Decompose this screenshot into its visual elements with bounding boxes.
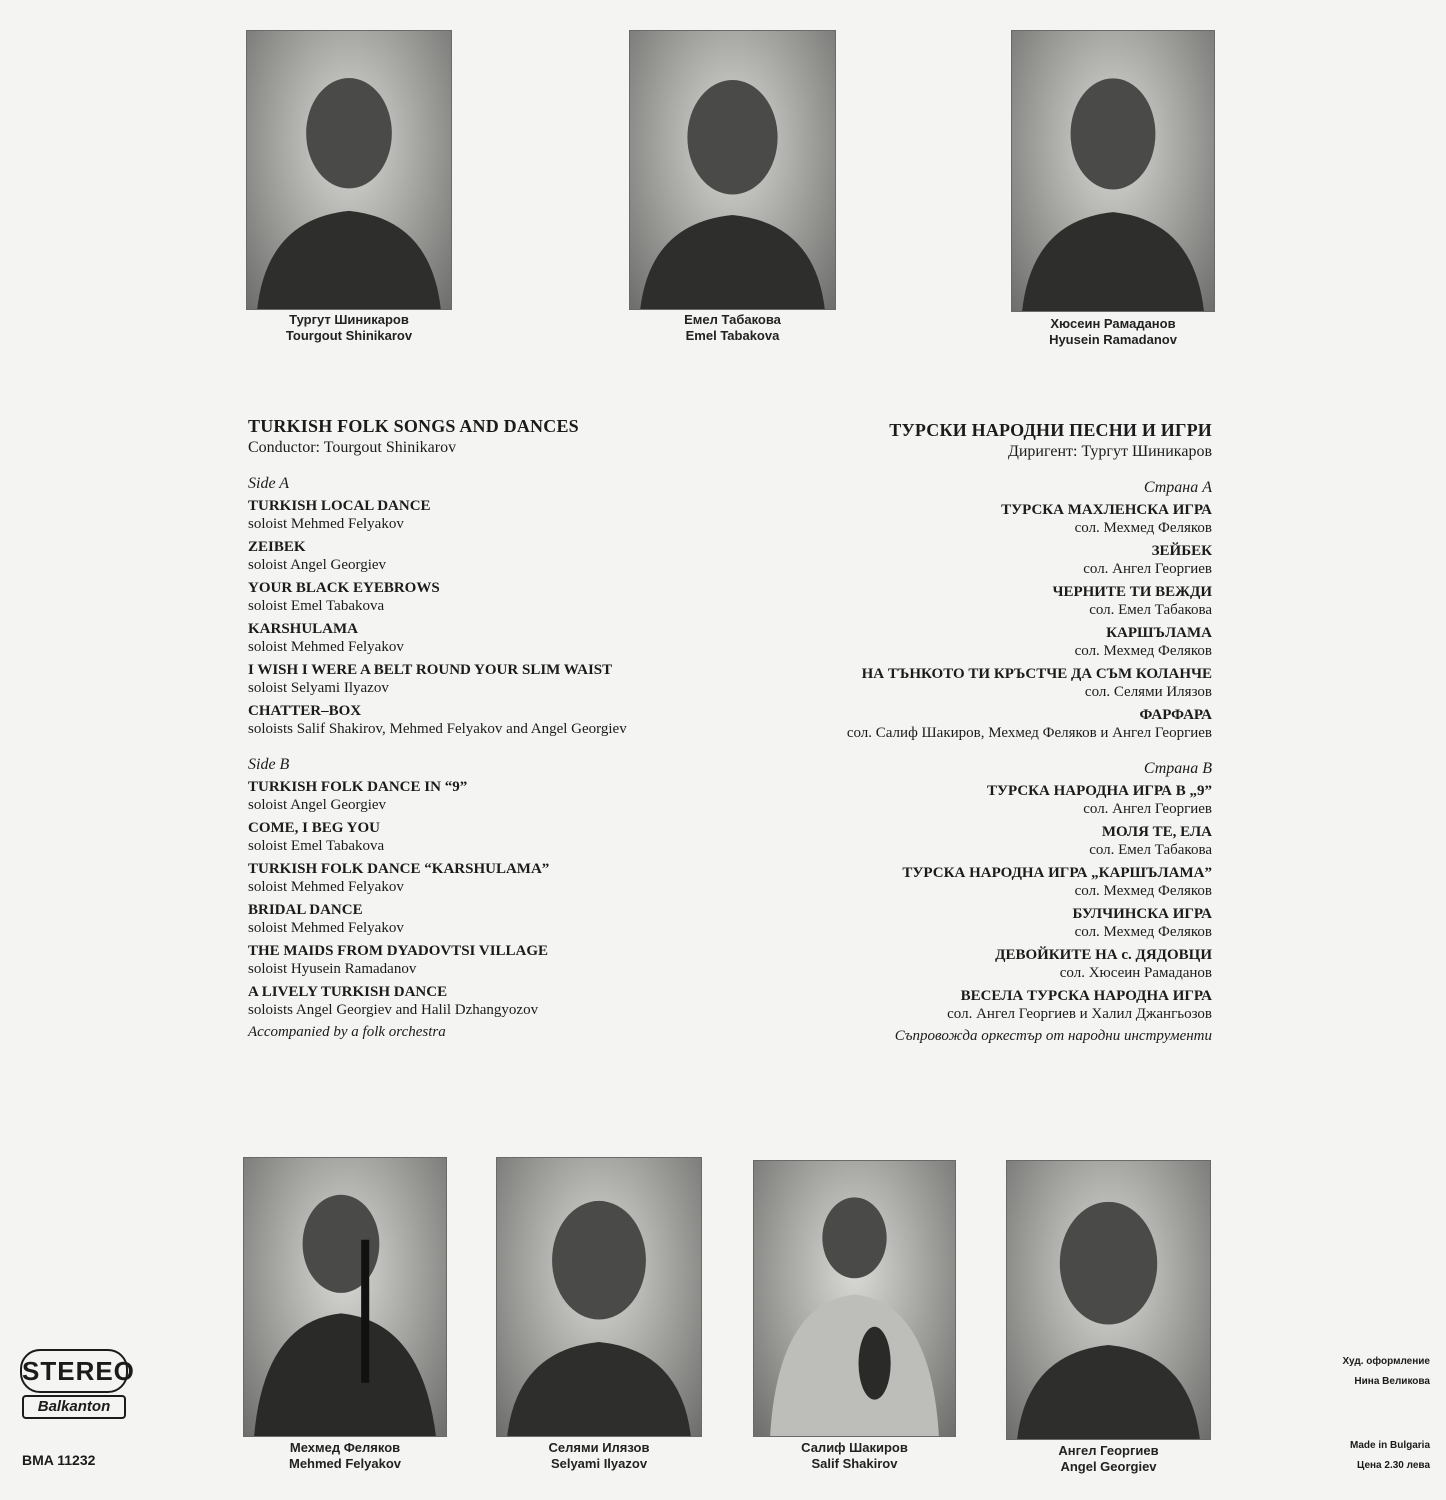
person-silhouette-icon xyxy=(1012,31,1214,311)
side-b-label: Side B xyxy=(248,756,290,773)
track-item xyxy=(248,538,728,574)
design-label: Худ. оформление xyxy=(1342,1356,1430,1367)
track-title: CHATTER–BOX xyxy=(248,703,362,719)
portrait-caption xyxy=(1011,316,1215,348)
track-item xyxy=(730,905,1212,941)
track-soloist: soloist Hyusein Ramadanov xyxy=(248,961,417,977)
caption-bg: Хюсеин Рамаданов xyxy=(1050,316,1176,331)
track-item xyxy=(730,501,1212,537)
caption-en: Salif Shakirov xyxy=(811,1456,898,1471)
conductor-line: Conductor: Tourgout Shinikarov xyxy=(248,439,457,456)
track-title: YOUR BLACK EYEBROWS xyxy=(248,580,440,596)
accompaniment-note: Съпровожда оркестър от народни инструменти xyxy=(894,1028,1212,1044)
portrait-photo xyxy=(1006,1160,1211,1440)
caption-en: Hyusein Ramadanov xyxy=(1049,332,1177,347)
track-title: TURKISH FOLK DANCE IN “9” xyxy=(248,779,468,795)
stereo-balkanton-logo xyxy=(20,1349,135,1415)
track-title: COME, I BEG YOU xyxy=(248,820,380,836)
english-tracklist xyxy=(248,416,728,1041)
portrait-caption xyxy=(246,312,452,344)
portrait-caption xyxy=(753,1440,956,1472)
track-item xyxy=(730,987,1212,1023)
bulgarian-tracklist xyxy=(730,420,1212,1045)
track-item xyxy=(248,579,728,615)
portrait-caption xyxy=(629,312,836,344)
track-soloist: сол. Емел Табакова xyxy=(1089,602,1212,618)
track-soloist: сол. Мехмед Феляков xyxy=(1074,643,1212,659)
track-title: TURKISH FOLK DANCE “KARSHULAMA” xyxy=(248,861,550,877)
track-title: KARSHULAMA xyxy=(248,621,359,637)
track-item xyxy=(730,946,1212,982)
portrait-photo xyxy=(496,1157,702,1437)
track-soloist: soloist Emel Tabakova xyxy=(248,598,385,614)
portrait-photo xyxy=(1011,30,1215,312)
person-silhouette-icon xyxy=(630,31,835,309)
track-soloist: сол. Мехмед Феляков xyxy=(1074,924,1212,940)
track-soloist: soloist Angel Georgiev xyxy=(248,557,387,573)
track-title: БУЛЧИНСКА ИГРА xyxy=(1072,906,1212,922)
track-item xyxy=(248,983,728,1019)
caption-en: Angel Georgiev xyxy=(1060,1459,1157,1474)
track-soloist: сол. Салиф Шакиров, Мехмед Феляков и Ангел Георгиев xyxy=(846,725,1212,741)
caption-bg: Селями Илязов xyxy=(548,1440,650,1455)
track-title: ZEIBEK xyxy=(248,539,306,555)
design-credits xyxy=(1280,1352,1430,1392)
designer-name: Нина Великова xyxy=(1354,1376,1430,1387)
person-silhouette-icon xyxy=(754,1161,955,1436)
person-silhouette-icon xyxy=(1007,1161,1210,1439)
price: Цена 2.30 лева xyxy=(1357,1460,1430,1471)
track-item xyxy=(248,901,728,937)
track-soloist: сол. Емел Табакова xyxy=(1089,842,1212,858)
track-soloist: soloist Angel Georgiev xyxy=(248,797,387,813)
track-title: ТУРСКА НАРОДНА ИГРА „КАРШЪЛАМА” xyxy=(902,865,1212,881)
album-title: ТУРСКИ НАРОДНИ ПЕСНИ И ИГРИ xyxy=(889,420,1212,440)
track-item xyxy=(730,823,1212,859)
track-title: BRIDAL DANCE xyxy=(248,902,363,918)
track-soloist: сол. Мехмед Феляков xyxy=(1074,883,1212,899)
album-title: TURKISH FOLK SONGS AND DANCES xyxy=(248,416,579,436)
track-soloist: soloist Mehmed Felyakov xyxy=(248,920,404,936)
track-soloist: сол. Мехмед Феляков xyxy=(1074,520,1212,536)
origin-price xyxy=(1280,1436,1430,1476)
track-soloist: сол. Ангел Георгиев и Халил Джангьозов xyxy=(947,1006,1212,1022)
track-soloist: сол. Селями Илязов xyxy=(1084,684,1212,700)
track-item xyxy=(730,864,1212,900)
track-title: МОЛЯ ТЕ, ЕЛА xyxy=(1101,824,1212,840)
caption-bg: Салиф Шакиров xyxy=(801,1440,908,1455)
track-soloist: сол. Ангел Георгиев xyxy=(1083,801,1212,817)
person-silhouette-icon xyxy=(247,31,451,309)
portrait-photo xyxy=(629,30,836,310)
caption-en: Mehmed Felyakov xyxy=(289,1456,401,1471)
track-title: ТУРСКА МАХЛЕНСКА ИГРА xyxy=(1001,502,1212,518)
track-title: I WISH I WERE A BELT ROUND YOUR SLIM WAIST xyxy=(248,662,613,678)
track-item xyxy=(248,702,728,738)
track-item xyxy=(248,620,728,656)
track-title: КАРШЪЛАМА xyxy=(1106,625,1212,641)
accompaniment-note: Accompanied by a folk orchestra xyxy=(248,1024,446,1040)
made-in: Made in Bulgaria xyxy=(1349,1440,1430,1451)
track-item xyxy=(730,706,1212,742)
track-item xyxy=(248,497,728,533)
brand-mark: Balkanton xyxy=(22,1395,126,1419)
caption-en: Tourgout Shinikarov xyxy=(285,328,413,343)
track-soloist: soloist Mehmed Felyakov xyxy=(248,516,404,532)
track-item xyxy=(248,778,728,814)
track-soloist: сол. Ангел Георгиев xyxy=(1083,561,1212,577)
portrait-photo xyxy=(246,30,452,310)
portrait-caption xyxy=(496,1440,702,1472)
track-title: A LIVELY TURKISH DANCE xyxy=(248,984,448,1000)
track-item xyxy=(730,782,1212,818)
track-title: ТУРСКА НАРОДНА ИГРА В „9” xyxy=(986,783,1212,799)
portrait-photo xyxy=(753,1160,956,1437)
track-title: ДЕВОЙКИТЕ НА с. ДЯДОВЦИ xyxy=(995,947,1212,963)
conductor-line: Диригент: Тургут Шиникаров xyxy=(1007,443,1212,460)
person-silhouette-icon xyxy=(244,1158,446,1436)
track-soloist: soloist Mehmed Felyakov xyxy=(248,639,404,655)
stereo-mark: STEREO xyxy=(20,1349,128,1393)
caption-bg: Ангел Георгиев xyxy=(1058,1443,1159,1458)
track-title: ВЕСЕЛА ТУРСКА НАРОДНА ИГРА xyxy=(960,988,1212,1004)
track-title: ЗЕЙБЕК xyxy=(1151,543,1212,559)
track-item xyxy=(730,583,1212,619)
portrait-photo xyxy=(243,1157,447,1437)
track-soloist: soloist Mehmed Felyakov xyxy=(248,879,404,895)
caption-en: Selyami Ilyazov xyxy=(550,1456,648,1471)
track-item xyxy=(730,542,1212,578)
portrait-caption xyxy=(1006,1443,1211,1475)
portrait-caption xyxy=(243,1440,447,1472)
track-soloist: soloists Angel Georgiev and Halil Dzhangyozov xyxy=(248,1002,539,1018)
side-b-label: Страна В xyxy=(1143,760,1212,777)
person-silhouette-icon xyxy=(497,1158,701,1436)
track-soloist: soloist Selyami Ilyazov xyxy=(248,680,389,696)
track-title: ФАРФАРА xyxy=(1139,707,1212,723)
track-item xyxy=(248,860,728,896)
track-item xyxy=(248,942,728,978)
track-item xyxy=(730,665,1212,701)
track-soloist: soloist Emel Tabakova xyxy=(248,838,385,854)
catalog-number: BMA 11232 xyxy=(22,1452,96,1468)
caption-bg: Тургут Шиникаров xyxy=(289,312,409,327)
track-title: ЧЕРНИТЕ ТИ ВЕЖДИ xyxy=(1052,584,1212,600)
side-a-label: Side A xyxy=(248,475,290,492)
track-item xyxy=(248,819,728,855)
caption-bg: Емел Табакова xyxy=(684,312,781,327)
caption-en: Emel Tabakova xyxy=(685,328,780,343)
caption-bg: Мехмед Феляков xyxy=(289,1440,401,1455)
track-title: НА ТЪНКОТО ТИ КРЪСТЧЕ ДА СЪМ КОЛАНЧЕ xyxy=(861,666,1212,682)
track-item xyxy=(730,624,1212,660)
side-a-label: Страна А xyxy=(1143,479,1212,496)
track-soloist: soloists Salif Shakirov, Mehmed Felyakov and Angel Georgiev xyxy=(248,721,627,737)
track-title: TURKISH LOCAL DANCE xyxy=(248,498,431,514)
track-title: THE MAIDS FROM DYADOVTSI VILLAGE xyxy=(248,943,549,959)
track-soloist: сол. Хюсеин Рамаданов xyxy=(1059,965,1212,981)
track-item xyxy=(248,661,728,697)
